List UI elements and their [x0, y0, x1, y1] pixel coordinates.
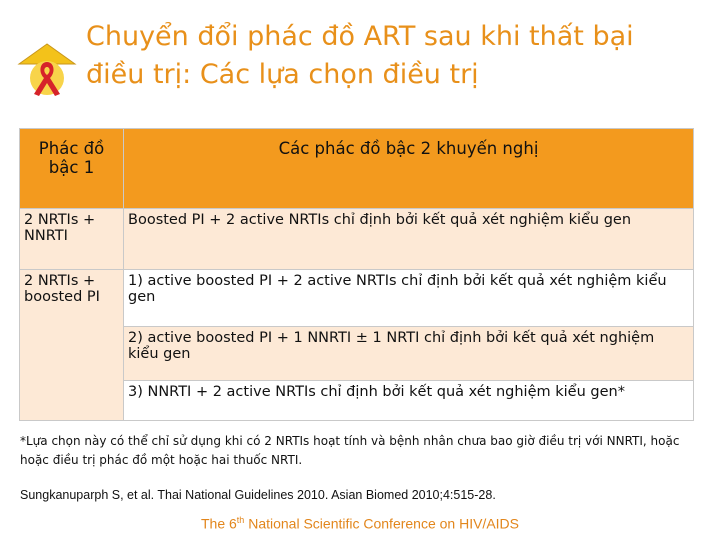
header-first-line: Phác đồ bậc 1 [20, 129, 124, 209]
slide-title-line-1: Chuyển đổi phác đồ ART sau khi thất bại [86, 21, 634, 52]
row-2-option-2: 2) active boosted PI + 1 NNRTI ± 1 NRTI chỉ định bởi kết quả xét nghiệm kiểu gen [124, 326, 694, 380]
row-1-option: Boosted PI + 2 active NRTIs chỉ định bởi kết quả xét nghiệm kiểu gen [124, 209, 694, 270]
conference-prefix: The 6 [200, 515, 237, 532]
row-2-first-line: 2 NRTIs + boosted PI [20, 270, 124, 421]
slide-title [86, 18, 712, 94]
conference-footer [0, 515, 720, 532]
footnote: *Lựa chọn này có thể chỉ sử dụng khi có 2 NRTIs hoạt tính và bệnh nhân chưa bao giờ điều trị với NNRTI, hoặc hoặc điều trị phác đồ một hoặc hai thuốc NRTI. [20, 434, 680, 467]
row-2-option-3: 3) NNRTI + 2 active NRTIs chỉ định bởi kết quả xét nghiệm kiểu gen* [124, 380, 694, 420]
header-second-line: Các phác đồ bậc 2 khuyến nghị [124, 129, 694, 209]
table-row [20, 209, 694, 270]
conference-suffix: National Scientific Conference on HIV/AIDS [244, 515, 520, 532]
ribbon-hat-logo-icon [16, 40, 78, 102]
table-header-row [20, 129, 694, 209]
regimen-table [19, 128, 694, 421]
row-1-first-line: 2 NRTIs + NNRTI [20, 209, 124, 270]
slide-title-line-2: điều trị: Các lựa chọn điều trị [86, 59, 479, 90]
table-row [20, 270, 694, 327]
conference-superscript: th [236, 515, 245, 525]
row-2-option-1: 1) active boosted PI + 2 active NRTIs chỉ định bởi kết quả xét nghiệm kiểu gen [124, 270, 694, 327]
citation: Sungkanuparph S, et al. Thai National Guidelines 2010. Asian Biomed 2010;4:515-28. [20, 488, 496, 502]
